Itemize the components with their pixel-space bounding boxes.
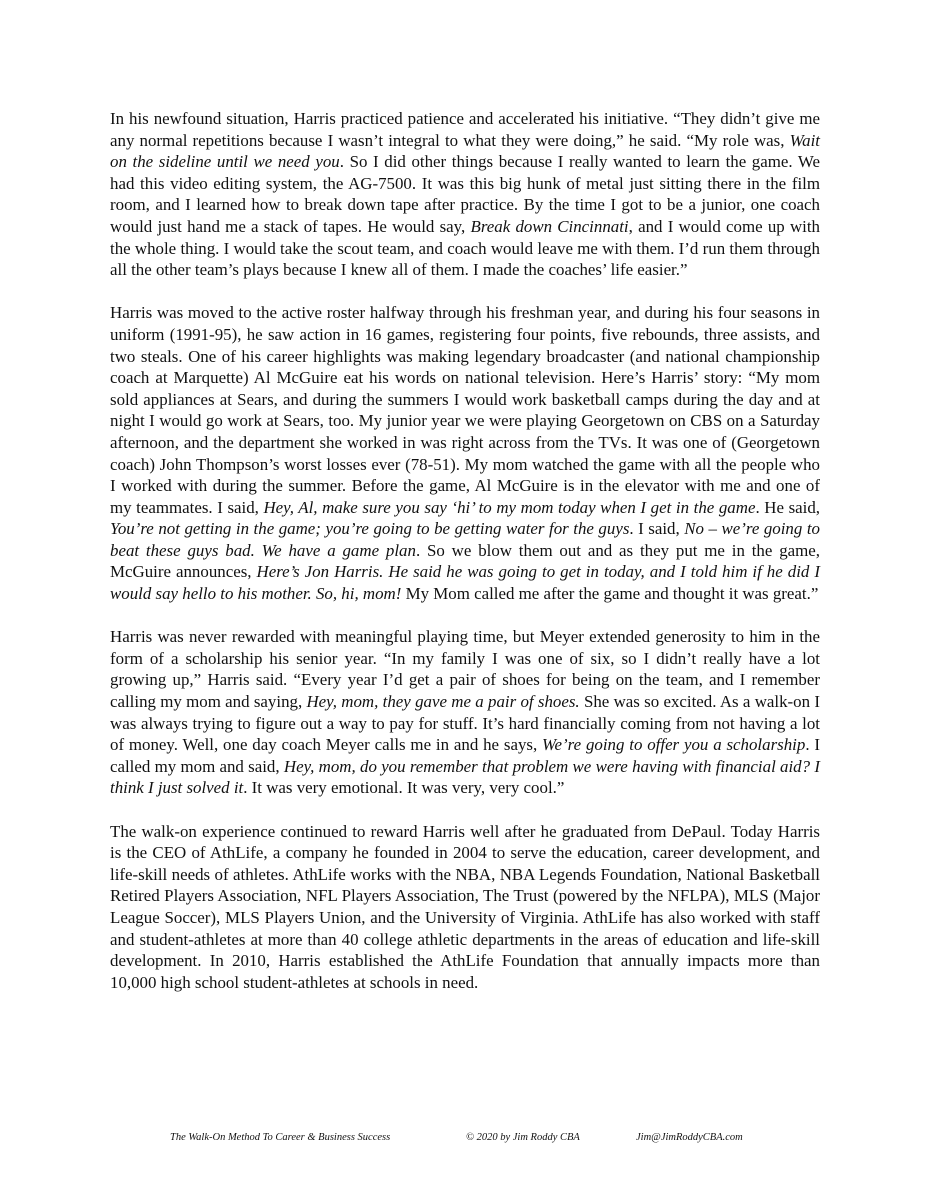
footer-email: Jim@JimRoddyCBA.com	[636, 1132, 743, 1143]
text-run: , and I would come up with the whole thing. I would take the scout team, and coach would leave me with them. I’d run them through all the other team’s plays because I knew all of them. I made the coaches’ life easier.”	[110, 216, 821, 280]
text-run: . It was very emotional. It was very, very cool.”	[243, 778, 565, 798]
italic-quote: Wait on the sideline until we need you	[110, 130, 820, 172]
footer-book-title: The Walk-On Method To Career & Business Success	[170, 1132, 391, 1143]
text-run: Harris was never rewarded with meaningful playing time, but Meyer extended generosity to him in the form of a scholarship his senior year. “In my family I was one of six, so I didn’t really have a lot growing up,” Harris said. “Every year I’d get a pair of shoes for being on the team, and I remember calling my mom and saying,	[110, 627, 820, 712]
text-run: Harris was moved to the active roster halfway through his freshman year, and during his four seasons in uniform (1991-95), he saw action in 16 games, registering four points, five rebounds, three assists, and two steals. One of his career highlights was making legendary broadcaster (and national championship coach at Marquette) Al McGuire eat his words on national television. Here’s Harris’ story: “My mom sold appliances at Sears, and during the summers I would work basketball camps during the day and at night I would go work at Sears, too. My junior year we were playing Georgetown on CBS on a Saturday afternoon, and the department she worked in was right across from the TVs. It was one of (Georgetown coach) John Thompson’s worst losses ever (78-51). My mom watched the game with all the people who I worked with during the summer. Before the game, Al McGuire is in the elevator with me and one of my teammates. I said,	[110, 303, 820, 517]
body-text	[110, 108, 820, 993]
italic-quote: No – we’re going to beat these guys bad. We have a game plan	[110, 519, 820, 560]
italic-quote: Hey, Al, make sure you say ‘hi’ to my mom today when I get in the game	[263, 497, 756, 517]
italic-quote: We’re going to offer you a scholarship	[542, 735, 806, 755]
italic-quote: Here’s Jon Harris. He said he was going to get in today, and I told him if he did I would say hello to his mother. So, hi, mom!	[110, 562, 820, 604]
italic-quote: Hey, mom, do you remember that problem we were having with financial aid? I think I just solved it	[110, 756, 820, 798]
text-run: The walk-on experience continued to reward Harris well after he graduated from DePaul. Today Harris is the CEO of AthLife, a company he founded in 2004 to serve the education, career development, and life-skill needs of athletes. AthLife works with the NBA, NBA Legends Foundation, National Basketball Retired Players Association, NFL Players Association, The Trust (powered by the NFLPA), MLS (Major League Soccer), MLS Players Union, and the University of Virginia. AthLife has also worked with staff and student-athletes at more than 40 college athletic departments in the areas of education and life-skill development. In 2010, Harris established the AthLife Foundation that annually impacts more than 10,000 high school student-athletes at schools in need.	[110, 821, 820, 992]
paragraph	[110, 302, 820, 604]
italic-quote: You’re not getting in the game; you’re going to be getting water for the guys	[110, 519, 630, 539]
text-run: . I called my mom and said,	[110, 735, 820, 776]
paragraph	[110, 821, 820, 994]
text-run: . He said,	[755, 497, 820, 517]
italic-quote: Break down Cincinnati	[470, 216, 629, 236]
text-run: . I said,	[629, 519, 685, 539]
italic-quote: Hey, mom, they gave me a pair of shoes.	[306, 692, 580, 712]
paragraph	[110, 108, 820, 281]
paragraph	[110, 626, 820, 799]
footer-copyright: © 2020 by Jim Roddy CBA	[466, 1132, 580, 1143]
text-run: . So I did other things because I really wanted to learn the game. We had this video editing system, the AG-7500. It was this big hunk of metal just sitting there in the film room, and I learned how to break down tape after practice. By the time I got to be a junior, one coach would just hand me a stack of tapes. He would say,	[110, 152, 821, 236]
text-run: In his newfound situation, Harris practiced patience and accelerated his initiative. “They didn’t give me any normal repetitions because I wasn’t integral to what they were doing,” he said. “My role was,	[110, 109, 820, 150]
text-run: She was so excited. As a walk-on I was always trying to figure out a way to pay for stuff. It’s hard financially coming from not having a lot of money. Well, one day coach Meyer calls me in and he says,	[110, 692, 820, 755]
text-run: My Mom called me after the game and thought it was great.”	[401, 584, 819, 604]
text-run: . So we blow them out and as they put me in the game, McGuire announces,	[110, 540, 820, 582]
